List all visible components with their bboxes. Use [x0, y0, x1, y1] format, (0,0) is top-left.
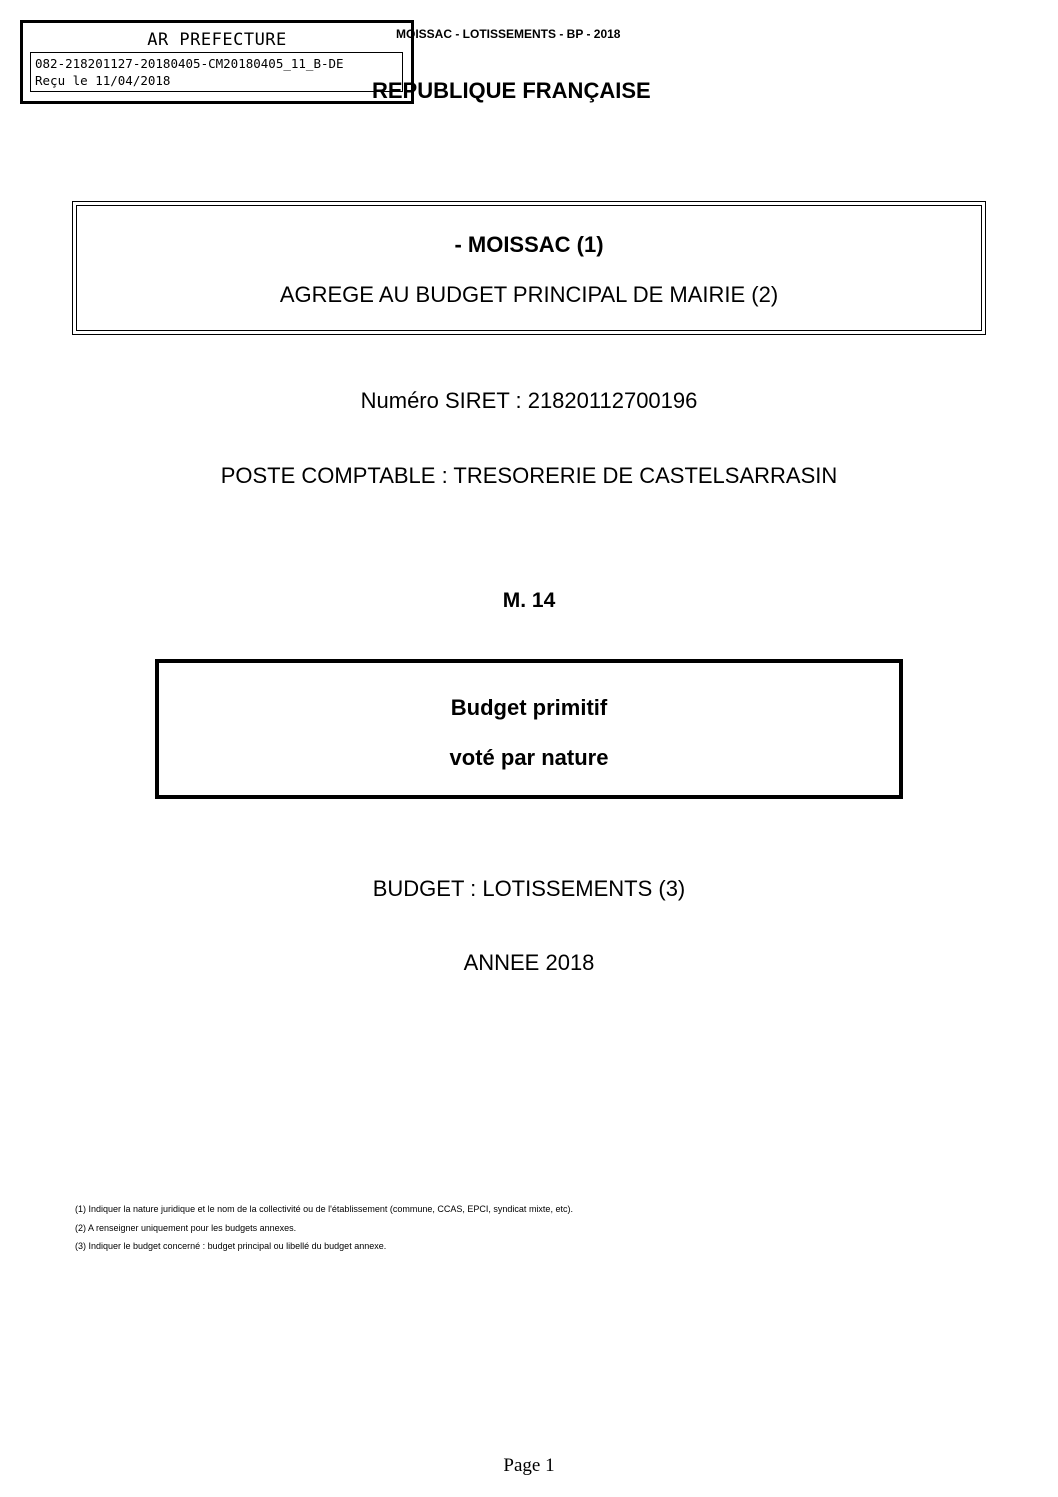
entity-name: - MOISSAC (1): [454, 232, 604, 257]
siret-number: Numéro SIRET : 21820112700196: [360, 388, 698, 413]
agrege-line: AGREGE AU BUDGET PRINCIPAL DE MAIRIE (2): [279, 282, 779, 307]
stamp-title: AR PREFECTURE: [147, 30, 287, 50]
stamp-received-date: Reçu le 11/04/2018: [35, 73, 171, 88]
footnote-2: (2) A renseigner uniquement pour les budgets annexes.: [75, 1222, 297, 1233]
vote-mode: voté par nature: [449, 745, 609, 770]
prefecture-stamp: [20, 20, 414, 104]
footnotes: [75, 1200, 573, 1256]
poste-comptable: POSTE COMPTABLE : TRESORERIE DE CASTELSARRASIN: [220, 463, 838, 488]
budget-type-box: [155, 659, 903, 799]
budget-year: ANNEE 2018: [463, 950, 595, 975]
budget-type: Budget primitif: [450, 695, 608, 720]
nomenclature: M. 14: [502, 589, 556, 612]
stamp-details: [30, 52, 403, 92]
stamp-reference: 082-218201127-20180405-CM20180405_11_B-DE: [35, 56, 344, 71]
republique-heading: REPUBLIQUE FRANÇAISE: [372, 78, 651, 103]
budget-name: BUDGET : LOTISSEMENTS (3): [372, 876, 686, 901]
footnote-3: (3) Indiquer le budget concerné : budget principal ou libellé du budget annexe.: [75, 1241, 387, 1251]
page-number: Page 1: [503, 1455, 555, 1476]
entity-box: [72, 201, 986, 335]
running-header: MOISSAC - LOTISSEMENTS - BP - 2018: [396, 27, 621, 41]
footnote-1: (1) Indiquer la nature juridique et le nom de la collectivité ou de l'établissement (commune, CCAS, EPCI, syndicat mixte, etc).: [75, 1204, 573, 1214]
